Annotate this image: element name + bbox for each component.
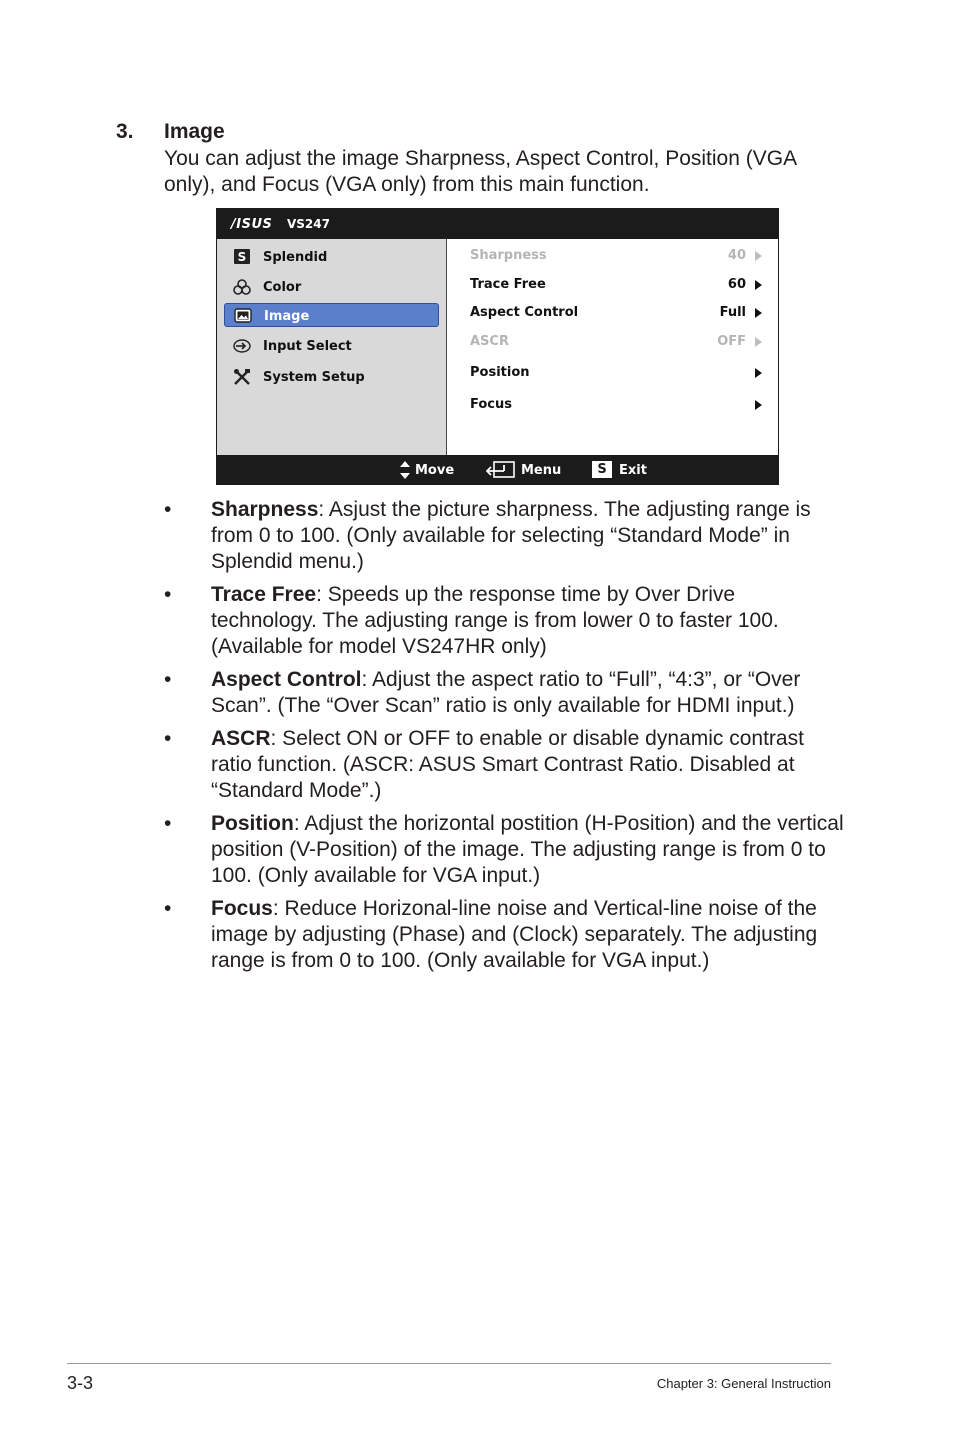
asus-logo: /ISUS [231,217,273,232]
bullet-ascr [164,726,844,804]
bullet-dot: • [164,668,172,691]
up-down-arrows-icon [399,460,411,484]
menu-item-label: Splendid [263,250,328,265]
osd-submenu [447,239,778,455]
bullet-position [164,811,844,889]
bullet-trace-free [164,582,844,660]
arrow-right-icon [755,251,762,261]
menu-item-splendid[interactable] [224,245,439,269]
feature-bullet-list [164,497,844,981]
bullet-term: Focus [211,897,273,920]
section-title: Image [164,120,225,143]
bullet-term: ASCR [211,727,271,750]
option-label: Sharpness [470,248,547,263]
arrow-right-icon [755,368,762,378]
menu-enter-icon [486,461,516,482]
option-trace-free[interactable] [470,277,766,295]
arrow-right-icon [755,308,762,318]
bullet-dot: • [164,583,172,606]
tools-icon [233,368,251,386]
menu-item-label: Color [263,280,302,295]
bullet-term: Aspect Control [211,668,362,691]
bullet-aspect-control [164,667,844,719]
option-ascr[interactable] [470,334,766,352]
osd-model-name: VS247 [287,217,330,231]
option-sharpness[interactable] [470,248,766,266]
section-intro: You can adjust the image Sharpness, Aspect Control, Position (VGA only), and Focus (VGA only) from this main function. [164,147,796,196]
arrow-right-icon [755,400,762,410]
splendid-s-icon [233,248,251,266]
bullet-text: : Speeds up the response time by Over Drive technology. The adjusting range is from lower 0 to faster 100. (Available for model VS247HR only) [211,583,779,658]
hint-move: Move [415,463,455,478]
bullet-term: Trace Free [211,583,317,606]
menu-item-image[interactable] [224,303,439,327]
chapter-title: Chapter 3: General Instruction [656,1376,831,1391]
option-label: Trace Free [470,277,546,292]
bullet-sharpness [164,497,844,575]
bullet-focus [164,896,844,974]
option-label: ASCR [470,334,509,349]
bullet-text: : Adjust the horizontal postition (H-Position) and the vertical position (V-Position) of the image. The adjusting range is from 0 to 100. (Only available for VGA input.) [211,812,844,887]
image-icon [234,307,252,325]
exit-s-key-icon: S [592,461,612,478]
hint-menu: Menu [521,463,562,478]
option-value: 40 [727,248,746,263]
arrow-right-icon [755,280,762,290]
footer-divider [67,1363,831,1364]
bullet-text: : Adjust the aspect ratio to “Full”, “4:3”, or “Over Scan”. (The “Over Scan” ratio is only available for HDMI input.) [211,668,801,717]
page-number: 3-3 [67,1373,94,1393]
menu-item-label: System Setup [263,370,365,385]
bullet-text: : Reduce Horizonal-line noise and Vertical-line noise of the image by adjusting (Phase) and (Clock) separately. The adjusting range is from 0 to 100. (Only available for VGA input.) [211,897,818,972]
bullet-dot: • [164,498,172,521]
osd-main-menu [217,239,447,455]
bullet-term: Sharpness [211,498,319,521]
option-position[interactable] [470,365,766,383]
hint-exit: Exit [619,463,647,478]
option-value: 60 [727,277,746,292]
bullet-term: Position [211,812,294,835]
menu-item-label: Input Select [263,339,352,354]
menu-item-system-setup[interactable] [224,365,439,389]
menu-item-input-select[interactable] [224,334,439,358]
option-value: OFF [717,334,746,349]
option-focus[interactable] [470,397,766,415]
option-label: Focus [470,397,512,412]
option-aspect-control[interactable] [470,305,766,323]
option-value: Full [719,305,746,320]
color-icon [233,278,251,296]
osd-hint-bar [217,455,778,484]
osd-title-bar [217,209,778,239]
bullet-text: : Select ON or OFF to enable or disable dynamic contrast ratio function. (ASCR: ASUS Smart Contrast Ratio. Disabled at “Standard Mode”.) [211,727,804,802]
osd-screenshot [216,208,779,485]
bullet-dot: • [164,897,172,920]
menu-item-label: Image [264,309,310,324]
section-number: 3. [116,120,134,143]
bullet-text: : Asjust the picture sharpness. The adjusting range is from 0 to 100. (Only available for selecting “Standard Mode” in Splendid menu.) [211,498,811,573]
option-label: Position [470,365,530,380]
arrow-right-icon [755,337,762,347]
bullet-dot: • [164,727,172,750]
bullet-dot: • [164,812,172,835]
input-select-icon [233,337,251,355]
svg-text:S: S [237,250,247,264]
menu-item-color[interactable] [224,275,439,299]
option-label: Aspect Control [470,305,579,320]
